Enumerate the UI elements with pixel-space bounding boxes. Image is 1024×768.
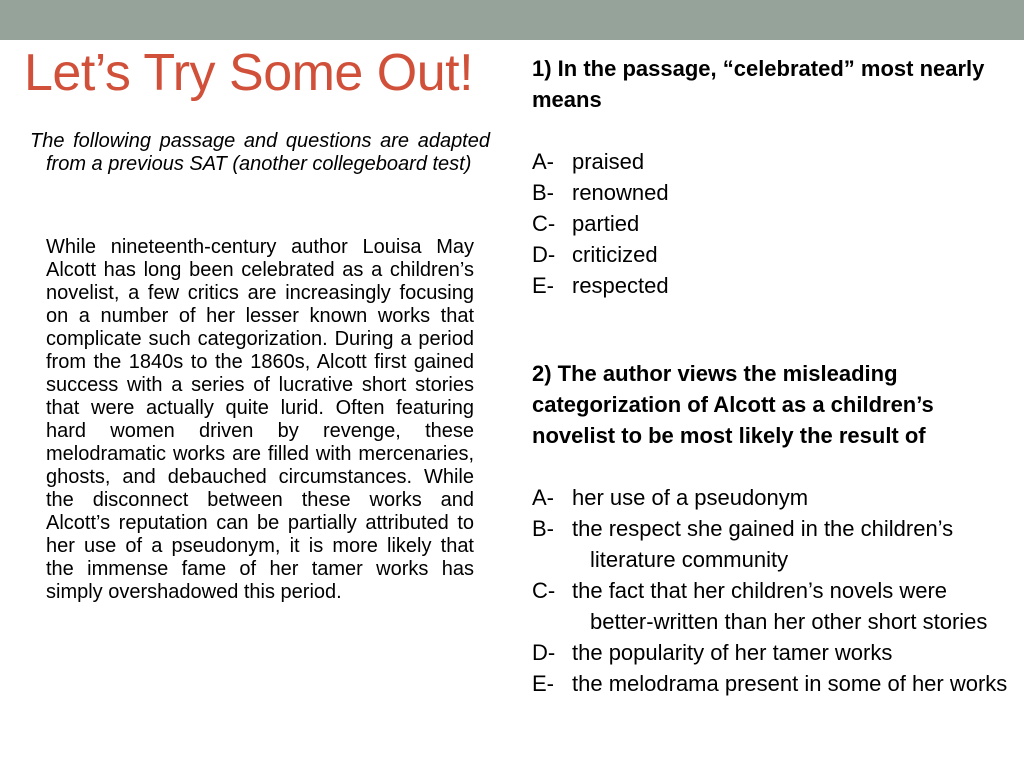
answer-option bbox=[532, 208, 1016, 239]
answer-option bbox=[532, 575, 1016, 637]
question-1-stem: 1) In the passage, “celebrated” most nearly means bbox=[532, 56, 985, 112]
option-text: her use of a pseudonym bbox=[572, 485, 809, 510]
top-accent-bar bbox=[0, 0, 1024, 40]
option-letter: E- bbox=[532, 273, 554, 298]
question-2-options bbox=[532, 482, 1016, 699]
option-letter: C- bbox=[532, 578, 556, 603]
option-text: partied bbox=[572, 211, 640, 236]
question-2 bbox=[532, 358, 1016, 699]
option-text: the popularity of her tamer works bbox=[572, 640, 893, 665]
question-1 bbox=[532, 53, 1016, 301]
option-text: criticized bbox=[572, 242, 658, 267]
option-letter: D- bbox=[532, 242, 556, 267]
answer-option bbox=[532, 239, 1016, 270]
passage-intro: The following passage and questions are adapted from a previous SAT (another collegeboard test) bbox=[30, 130, 490, 175]
question-1-options bbox=[532, 146, 1016, 301]
answer-option bbox=[532, 177, 1016, 208]
answer-option bbox=[532, 482, 1016, 513]
question-2-stem: 2) The author views the misleading categorization of Alcott as a children’s novelist to be most likely the result of bbox=[532, 361, 934, 448]
answer-option bbox=[532, 270, 1016, 301]
option-text: praised bbox=[572, 149, 645, 174]
option-text: respected bbox=[572, 273, 669, 298]
option-letter: D- bbox=[532, 640, 556, 665]
option-text: the respect she gained in the children’s literature community bbox=[572, 516, 954, 572]
slide-title: Let’s Try Some Out! bbox=[24, 44, 474, 102]
option-letter: B- bbox=[532, 516, 554, 541]
option-letter: E- bbox=[532, 671, 554, 696]
option-letter: A- bbox=[532, 149, 554, 174]
option-text: the melodrama present in some of her works bbox=[572, 671, 1008, 696]
answer-option bbox=[532, 146, 1016, 177]
option-text: renowned bbox=[572, 180, 669, 205]
answer-option bbox=[532, 637, 1016, 668]
passage-text: While nineteenth-century author Louisa May Alcott has long been celebrated as a children’s novelist, a few critics are increasingly focusing on a number of her lesser known works that complicate such categorization. During a period from the 1840s to the 1860s, Alcott first gained success with a series of lucrative short stories that were actually quite lurid. Often featuring hard women driven by revenge, these melodramatic works are filled with mercenaries, ghosts, and debauched circumstances. While the disconnect between these works and Alcott’s reputation can be partially attributed to her use of a pseudonym, it is more likely that the immense fame of her tamer works has simply overshadowed this period. bbox=[46, 236, 474, 603]
option-letter: A- bbox=[532, 485, 554, 510]
answer-option bbox=[532, 513, 1016, 575]
option-letter: C- bbox=[532, 211, 556, 236]
answer-option bbox=[532, 668, 1016, 699]
option-letter: B- bbox=[532, 180, 554, 205]
option-text: the fact that her children’s novels were better-written than her other short stories bbox=[572, 578, 988, 634]
